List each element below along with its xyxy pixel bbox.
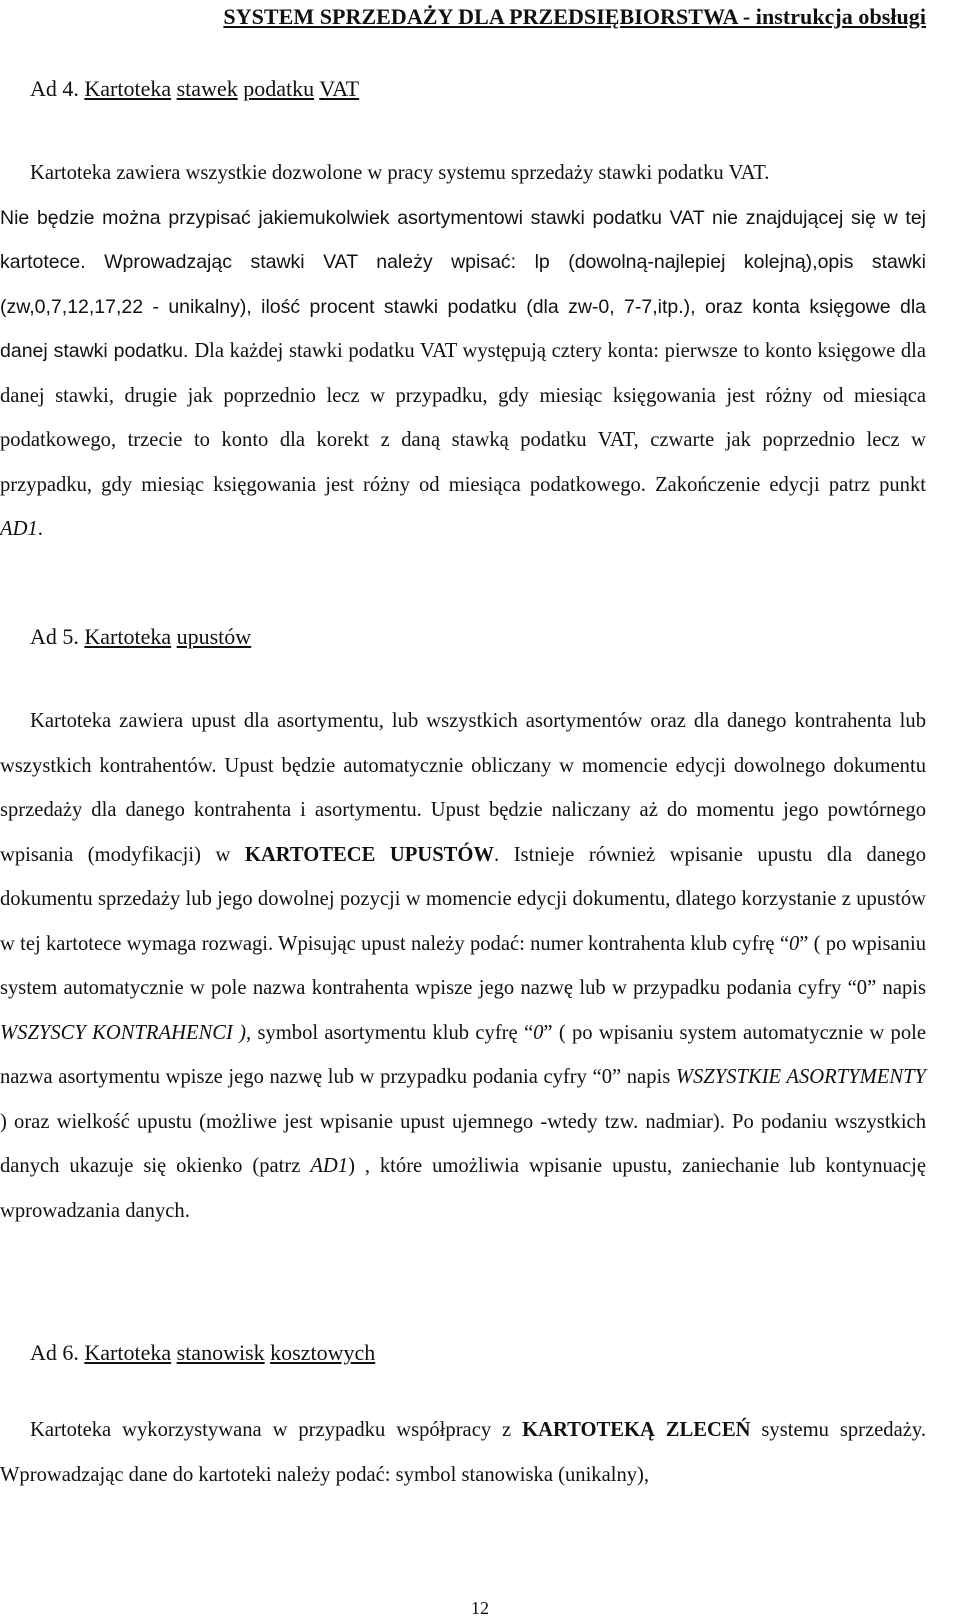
section-5-word-2: upustów — [176, 624, 252, 649]
section-5-text-5: ” ( po wpisaniu system automatycznie w pole nazwa asortymentu wpisze jego nazwę lub w przypadku podania cyfry “0” napis — [0, 1021, 926, 1088]
section-6-bold-kartoteka-zlecen: KARTOTEKĄ ZLECEŃ — [522, 1419, 751, 1441]
document-header: SYSTEM SPRZEDAŻY DLA PRZEDSIĘBIORSTWA - instrukcja obsługi — [223, 4, 926, 29]
section-5-paragraph — [0, 699, 926, 1233]
section-5-number: Ad 5. — [30, 624, 79, 649]
section-5-italic-wszystkie-asortymenty: WSZYSTKIE ASORTYMENTY — [675, 1066, 926, 1088]
section-5-italic-zero-2: 0 — [533, 1021, 544, 1044]
section-5-text-4: symbol asortymentu klub cyfrę “ — [257, 1021, 534, 1044]
section-4-ref-ad1: AD1 — [0, 518, 38, 540]
section-6-text-1: Kartoteka wykorzystywana w przypadku współpracy z — [30, 1419, 512, 1441]
section-5-body — [0, 699, 926, 1233]
section-5-text-6: ) oraz wielkość upustu (możliwe jest wpisanie upust ujemnego -wtedy tzw. nadmiar). Po podaniu wszystkich danych ukazuje się okienko (patrz — [0, 1110, 926, 1177]
section-5-ref-ad1: AD1 — [310, 1155, 349, 1177]
section-4-word-4: VAT — [319, 76, 360, 101]
section-4-text-2: Nie będzie można przypisać jakiemukolwiek asortymentowi stawki podatku VAT nie znajdującej się w tej kartotece. Wprowadzając stawki VAT należy wpisać: lp (dowolną-najlepiej kolejną),opis stawki (zw,0,7,12,17,22 - unikalny), ilość procent stawki podatku (dla zw-0, 7-7,itp.), oraz konta księgowe dla danej stawki podatku. — [0, 206, 926, 362]
section-5-text-2: . Istnieje również wpisanie upustu dla danego dokumentu sprzedaży lub jego dowolnej pozycji w momencie edycji dokumentu, dlatego korzystanie z upustów w tej kartotece wymaga rozwagi. Wpisując upust należy podać: numer kontrahenta klub cyfrę “ — [0, 843, 926, 955]
section-4-text-end: . — [37, 518, 43, 540]
section-4-text-3: Dla każdej stawki podatku VAT występują cztery konta: pierwsze to konto księgowe dla danej stawki, drugie jak poprzednio lecz w przypadku, gdy miesiąc księgowania jest różny od miesiąca podatkowego, trzecie to konto dla korekt z daną stawką podatku VAT, czwarte jak poprzednio lecz w przypadku, gdy miesiąc księgowania jest różny od miesiąca podatkowego. Zakończenie edycji patrz punkt — [0, 340, 926, 496]
page-number: 12 — [471, 1598, 489, 1618]
section-4-word-3: podatku — [243, 76, 315, 101]
section-6-paragraph — [0, 1408, 926, 1497]
section-6-word-2: stanowisk — [176, 1340, 265, 1365]
section-5-text-7: ) , które umożliwia wpisanie upustu, zaniechanie lub kontynuację wprowadzania danych. — [0, 1155, 927, 1222]
section-6-number: Ad 6. — [30, 1340, 79, 1365]
section-4-number: Ad 4. — [30, 76, 79, 101]
section-5-heading — [30, 624, 251, 650]
section-5-italic-zero-1: 0 — [788, 932, 800, 955]
section-6-text-2: systemu sprzedaży. Wprowadzając dane do kartoteki należy podać: symbol stanowiska (unikalny), — [0, 1419, 926, 1486]
section-4-word-2: stawek — [176, 76, 238, 101]
section-5-word-1: Kartoteka — [84, 624, 172, 649]
section-6-word-3: kosztowych — [270, 1340, 376, 1365]
section-6-body — [0, 1408, 926, 1497]
section-4-heading — [30, 76, 359, 102]
section-4-paragraph-2 — [0, 196, 926, 552]
section-5-text-3: ” ( po wpisaniu system automatycznie w pole nazwa kontrahenta wpisze jego nazwę lub w przypadku podania cyfry “0” napis — [0, 932, 926, 999]
section-4-word-1: Kartoteka — [84, 76, 172, 101]
section-5-bold-kartoteka-upustow: KARTOTECE UPUSTÓW — [244, 843, 495, 866]
section-6-heading — [30, 1340, 375, 1366]
section-6-word-1: Kartoteka — [84, 1340, 172, 1365]
section-4-body — [0, 151, 926, 552]
section-4-text-1: Kartoteka zawiera wszystkie dozwolone w pracy systemu sprzedaży stawki podatku VAT. — [30, 162, 770, 184]
section-4-paragraph-1 — [0, 151, 926, 196]
section-5-text-1: Kartoteka zawiera upust dla asortymentu, lub wszystkich asortymentów oraz dla danego kontrahenta lub wszystkich kontrahentów. Upust będzie automatycznie obliczany w momencie edycji dowolnego dokumentu sprzedaży dla danego kontrahenta i asortymentu. Upust będzie naliczany aż do momentu jego powtórnego wpisania (modyfikacji) w — [0, 710, 926, 866]
section-5-italic-wszyscy-kontrahenci: WSZYSCY KONTRAHENCI ), — [0, 1021, 252, 1044]
